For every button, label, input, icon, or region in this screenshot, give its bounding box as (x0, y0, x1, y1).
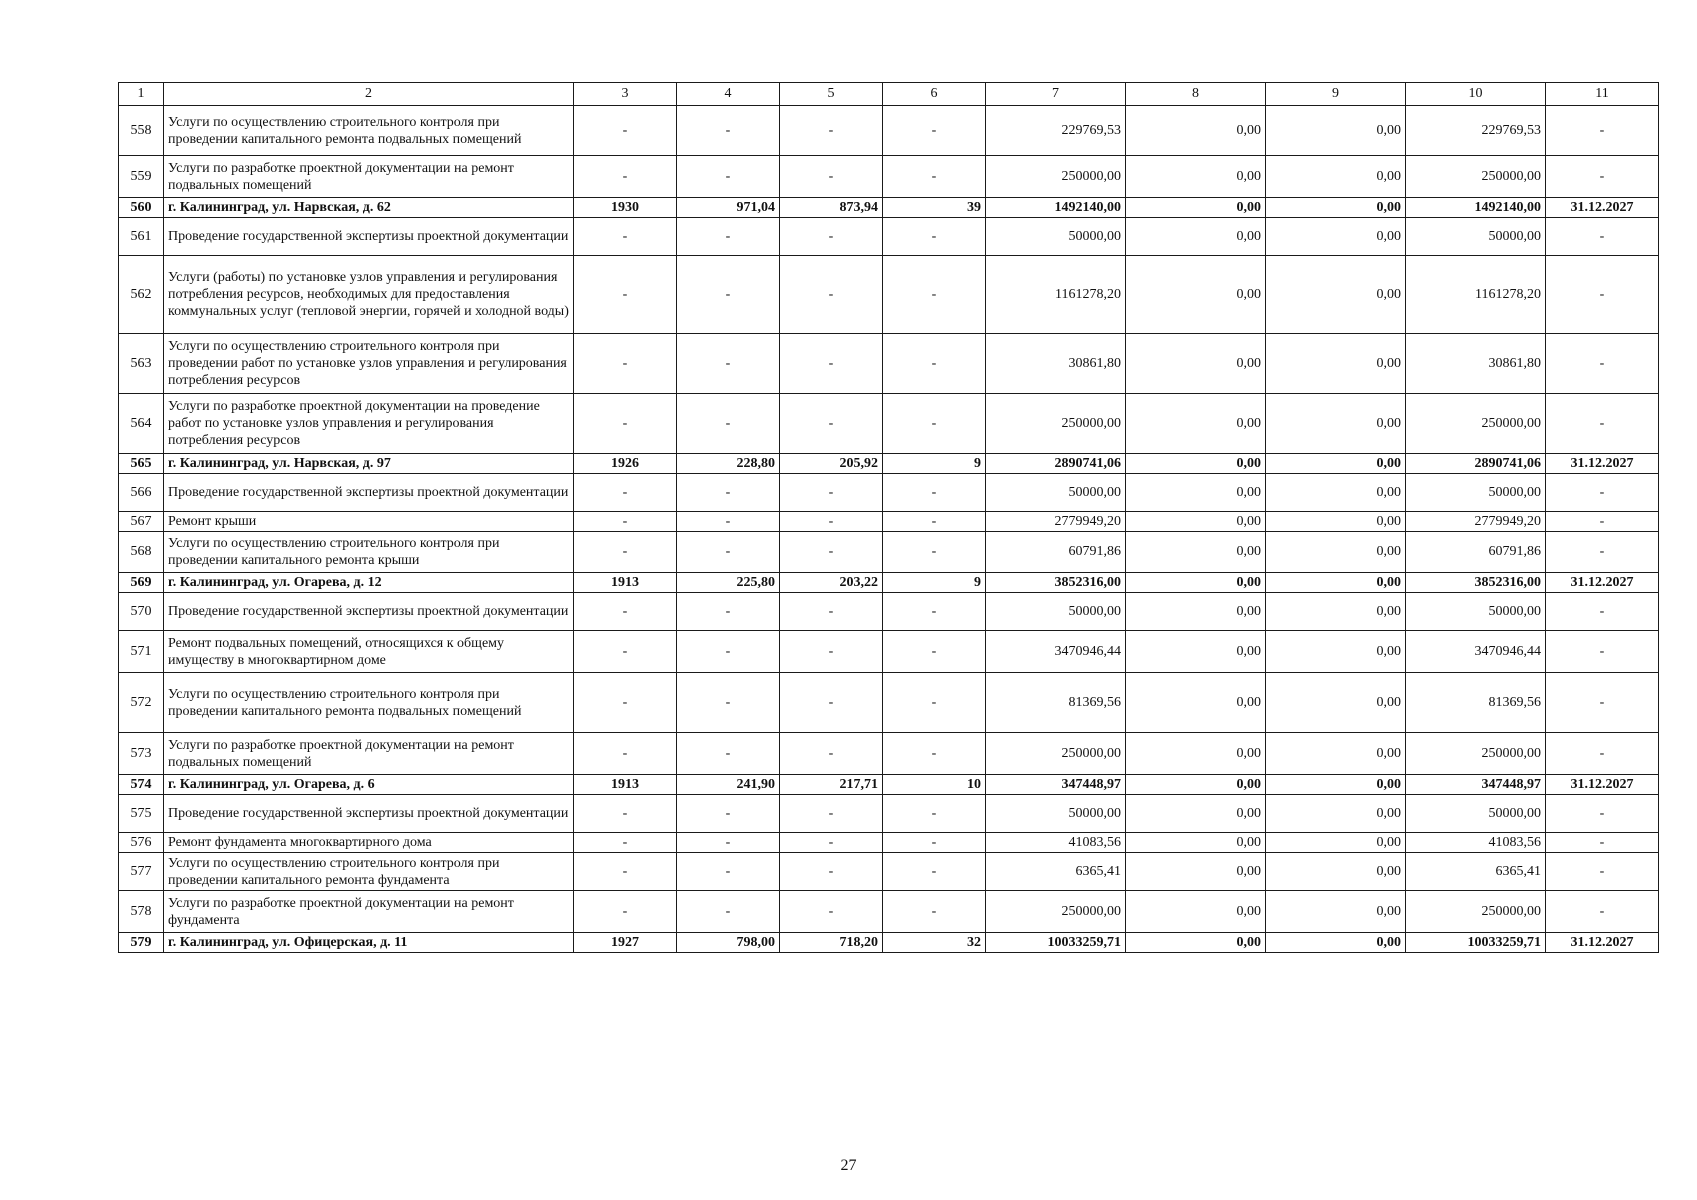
address-row (119, 198, 1659, 218)
row-number: 563 (119, 334, 164, 394)
col-5-cell: - (780, 512, 883, 532)
col-6-cell: - (883, 156, 986, 198)
row-number: 579 (119, 933, 164, 953)
col-9-cell: 0,00 (1266, 394, 1406, 454)
col-5-cell: - (780, 334, 883, 394)
col-10-cell: 347448,97 (1406, 775, 1546, 795)
col-4-cell: - (677, 631, 780, 673)
col-6-cell: - (883, 394, 986, 454)
col-11-cell: - (1546, 394, 1659, 454)
col-8-cell: 0,00 (1126, 673, 1266, 733)
column-header: 3 (574, 83, 677, 106)
col-7-cell: 3470946,44 (986, 631, 1126, 673)
col-10-cell: 250000,00 (1406, 733, 1546, 775)
col-6-cell: 39 (883, 198, 986, 218)
row-number: 564 (119, 394, 164, 454)
col-7-cell: 347448,97 (986, 775, 1126, 795)
col-4-cell: - (677, 733, 780, 775)
col-11-cell: - (1546, 156, 1659, 198)
col-4-cell: - (677, 394, 780, 454)
col-4-cell: - (677, 833, 780, 853)
col-8-cell: 0,00 (1126, 933, 1266, 953)
column-header: 8 (1126, 83, 1266, 106)
col-10-cell: 6365,41 (1406, 853, 1546, 891)
col-11-cell: - (1546, 532, 1659, 573)
col-6-cell: - (883, 532, 986, 573)
work-item-row (119, 853, 1659, 891)
col-8-cell: 0,00 (1126, 532, 1266, 573)
work-item-row (119, 593, 1659, 631)
column-number-header-row (119, 83, 1659, 106)
column-header: 5 (780, 83, 883, 106)
col-7-cell: 2779949,20 (986, 512, 1126, 532)
col-11-cell: - (1546, 512, 1659, 532)
col-6-cell: - (883, 631, 986, 673)
col-5-cell: - (780, 795, 883, 833)
col-11-cell: - (1546, 631, 1659, 673)
col-10-cell: 30861,80 (1406, 334, 1546, 394)
col-9-cell: 0,00 (1266, 198, 1406, 218)
col-10-cell: 60791,86 (1406, 532, 1546, 573)
col-3-cell: 1927 (574, 933, 677, 953)
work-description: Проведение государственной экспертизы проектной документации (164, 795, 574, 833)
col-10-cell: 50000,00 (1406, 593, 1546, 631)
col-9-cell: 0,00 (1266, 512, 1406, 532)
col-9-cell: 0,00 (1266, 532, 1406, 573)
work-item-row (119, 256, 1659, 334)
col-3-cell: - (574, 532, 677, 573)
col-10-cell: 2779949,20 (1406, 512, 1546, 532)
col-4-cell: - (677, 891, 780, 933)
col-11-cell: - (1546, 853, 1659, 891)
work-description: Услуги по осуществлению строительного контроля при проведении капитального ремонта крыши (164, 532, 574, 573)
work-item-row (119, 218, 1659, 256)
col-3-cell: - (574, 256, 677, 334)
column-header: 7 (986, 83, 1126, 106)
col-8-cell: 0,00 (1126, 106, 1266, 156)
col-4-cell: - (677, 512, 780, 532)
work-description: Услуги по разработке проектной документации на ремонт фундамента (164, 891, 574, 933)
col-5-cell: - (780, 631, 883, 673)
row-number: 577 (119, 853, 164, 891)
address-row (119, 775, 1659, 795)
col-3-cell: - (574, 673, 677, 733)
col-8-cell: 0,00 (1126, 454, 1266, 474)
col-11-cell: - (1546, 733, 1659, 775)
col-3-cell: 1913 (574, 775, 677, 795)
col-5-cell: - (780, 156, 883, 198)
column-header: 11 (1546, 83, 1659, 106)
col-4-cell: - (677, 795, 780, 833)
col-3-cell: 1926 (574, 454, 677, 474)
row-number: 568 (119, 532, 164, 573)
col-4-cell: - (677, 256, 780, 334)
col-10-cell: 250000,00 (1406, 394, 1546, 454)
work-description: Ремонт фундамента многоквартирного дома (164, 833, 574, 853)
col-4-cell: - (677, 853, 780, 891)
work-description: г. Калининград, ул. Нарвская, д. 62 (164, 198, 574, 218)
col-8-cell: 0,00 (1126, 775, 1266, 795)
col-6-cell: - (883, 733, 986, 775)
col-9-cell: 0,00 (1266, 833, 1406, 853)
work-description: Проведение государственной экспертизы проектной документации (164, 474, 574, 512)
work-description: Проведение государственной экспертизы проектной документации (164, 593, 574, 631)
col-10-cell: 3852316,00 (1406, 573, 1546, 593)
column-header: 9 (1266, 83, 1406, 106)
col-10-cell: 250000,00 (1406, 891, 1546, 933)
col-4-cell: - (677, 673, 780, 733)
document-sheet (118, 82, 1658, 953)
work-item-row (119, 673, 1659, 733)
work-item-row (119, 156, 1659, 198)
col-5-cell: - (780, 106, 883, 156)
col-5-cell: - (780, 853, 883, 891)
col-9-cell: 0,00 (1266, 933, 1406, 953)
col-7-cell: 1492140,00 (986, 198, 1126, 218)
col-9-cell: 0,00 (1266, 256, 1406, 334)
col-5-cell: - (780, 673, 883, 733)
col-3-cell: 1930 (574, 198, 677, 218)
col-8-cell: 0,00 (1126, 833, 1266, 853)
work-description: Ремонт крыши (164, 512, 574, 532)
col-3-cell: - (574, 218, 677, 256)
col-4-cell: 798,00 (677, 933, 780, 953)
col-3-cell: - (574, 394, 677, 454)
row-number: 565 (119, 454, 164, 474)
work-description: Услуги по осуществлению строительного контроля при проведении капитального ремонта фундамента (164, 853, 574, 891)
work-description: г. Калининград, ул. Офицерская, д. 11 (164, 933, 574, 953)
col-8-cell: 0,00 (1126, 733, 1266, 775)
work-description: Услуги по разработке проектной документации на ремонт подвальных помещений (164, 156, 574, 198)
col-9-cell: 0,00 (1266, 733, 1406, 775)
work-item-row (119, 532, 1659, 573)
col-11-cell: - (1546, 833, 1659, 853)
col-4-cell: - (677, 593, 780, 631)
work-description: Услуги по разработке проектной документации на ремонт подвальных помещений (164, 733, 574, 775)
col-5-cell: 203,22 (780, 573, 883, 593)
col-7-cell: 41083,56 (986, 833, 1126, 853)
col-5-cell: - (780, 891, 883, 933)
work-item-row (119, 394, 1659, 454)
row-number: 571 (119, 631, 164, 673)
col-4-cell: - (677, 474, 780, 512)
work-item-row (119, 474, 1659, 512)
work-description: Проведение государственной экспертизы проектной документации (164, 218, 574, 256)
work-description: Услуги по осуществлению строительного контроля при проведении работ по установке узлов управления и регулирования потребления ресурсов (164, 334, 574, 394)
work-item-row (119, 795, 1659, 833)
col-9-cell: 0,00 (1266, 218, 1406, 256)
col-4-cell: - (677, 532, 780, 573)
col-9-cell: 0,00 (1266, 593, 1406, 631)
col-7-cell: 50000,00 (986, 474, 1126, 512)
col-10-cell: 50000,00 (1406, 474, 1546, 512)
col-3-cell: - (574, 334, 677, 394)
col-5-cell: - (780, 593, 883, 631)
work-description: Услуги (работы) по установке узлов управления и регулирования потребления ресурсов, необходимых для предоставления коммунальных услуг (тепловой энергии, горячей и холодной воды) (164, 256, 574, 334)
col-3-cell: - (574, 106, 677, 156)
col-7-cell: 1161278,20 (986, 256, 1126, 334)
col-11-cell: 31.12.2027 (1546, 198, 1659, 218)
col-6-cell: - (883, 891, 986, 933)
column-header: 6 (883, 83, 986, 106)
col-4-cell: 225,80 (677, 573, 780, 593)
col-8-cell: 0,00 (1126, 573, 1266, 593)
col-9-cell: 0,00 (1266, 156, 1406, 198)
work-item-row (119, 106, 1659, 156)
column-header: 10 (1406, 83, 1546, 106)
col-7-cell: 2890741,06 (986, 454, 1126, 474)
row-number: 576 (119, 833, 164, 853)
work-item-row (119, 891, 1659, 933)
col-8-cell: 0,00 (1126, 593, 1266, 631)
col-11-cell: - (1546, 673, 1659, 733)
col-8-cell: 0,00 (1126, 198, 1266, 218)
col-10-cell: 1161278,20 (1406, 256, 1546, 334)
col-8-cell: 0,00 (1126, 256, 1266, 334)
col-5-cell: - (780, 833, 883, 853)
col-5-cell: 217,71 (780, 775, 883, 795)
col-5-cell: 205,92 (780, 454, 883, 474)
row-number: 567 (119, 512, 164, 532)
col-6-cell: - (883, 256, 986, 334)
col-3-cell: - (574, 853, 677, 891)
col-3-cell: - (574, 474, 677, 512)
col-7-cell: 3852316,00 (986, 573, 1126, 593)
col-10-cell: 50000,00 (1406, 795, 1546, 833)
col-6-cell: 9 (883, 573, 986, 593)
col-11-cell: - (1546, 106, 1659, 156)
col-7-cell: 50000,00 (986, 593, 1126, 631)
col-3-cell: - (574, 593, 677, 631)
col-9-cell: 0,00 (1266, 454, 1406, 474)
col-5-cell: - (780, 474, 883, 512)
col-10-cell: 2890741,06 (1406, 454, 1546, 474)
col-5-cell: - (780, 532, 883, 573)
col-7-cell: 6365,41 (986, 853, 1126, 891)
col-6-cell: - (883, 474, 986, 512)
col-10-cell: 229769,53 (1406, 106, 1546, 156)
row-number: 574 (119, 775, 164, 795)
col-3-cell: - (574, 891, 677, 933)
address-row (119, 454, 1659, 474)
col-8-cell: 0,00 (1126, 891, 1266, 933)
col-3-cell: 1913 (574, 573, 677, 593)
col-5-cell: - (780, 218, 883, 256)
col-9-cell: 0,00 (1266, 631, 1406, 673)
col-6-cell: - (883, 218, 986, 256)
work-item-row (119, 733, 1659, 775)
col-5-cell: - (780, 256, 883, 334)
row-number: 566 (119, 474, 164, 512)
column-header: 2 (164, 83, 574, 106)
address-row (119, 933, 1659, 953)
work-item-row (119, 833, 1659, 853)
col-8-cell: 0,00 (1126, 394, 1266, 454)
col-6-cell: 10 (883, 775, 986, 795)
col-10-cell: 1492140,00 (1406, 198, 1546, 218)
col-4-cell: 228,80 (677, 454, 780, 474)
col-4-cell: 971,04 (677, 198, 780, 218)
col-11-cell: - (1546, 218, 1659, 256)
col-4-cell: 241,90 (677, 775, 780, 795)
row-number: 572 (119, 673, 164, 733)
col-11-cell: - (1546, 593, 1659, 631)
work-description: Услуги по осуществлению строительного контроля при проведении капитального ремонта подвальных помещений (164, 106, 574, 156)
col-10-cell: 50000,00 (1406, 218, 1546, 256)
col-3-cell: - (574, 833, 677, 853)
col-5-cell: - (780, 394, 883, 454)
col-8-cell: 0,00 (1126, 631, 1266, 673)
col-6-cell: 32 (883, 933, 986, 953)
col-11-cell: - (1546, 256, 1659, 334)
col-10-cell: 10033259,71 (1406, 933, 1546, 953)
capital-repair-table (118, 82, 1659, 953)
col-9-cell: 0,00 (1266, 106, 1406, 156)
work-item-row (119, 334, 1659, 394)
work-description: Услуги по разработке проектной документации на проведение работ по установке узлов управления и регулирования потребления ресурсов (164, 394, 574, 454)
row-number: 578 (119, 891, 164, 933)
col-6-cell: - (883, 512, 986, 532)
col-7-cell: 10033259,71 (986, 933, 1126, 953)
col-3-cell: - (574, 795, 677, 833)
col-6-cell: 9 (883, 454, 986, 474)
col-11-cell: - (1546, 891, 1659, 933)
work-description: г. Калининград, ул. Огарева, д. 6 (164, 775, 574, 795)
col-9-cell: 0,00 (1266, 853, 1406, 891)
work-description: г. Калининград, ул. Нарвская, д. 97 (164, 454, 574, 474)
row-number: 561 (119, 218, 164, 256)
col-6-cell: - (883, 673, 986, 733)
col-7-cell: 50000,00 (986, 795, 1126, 833)
col-10-cell: 41083,56 (1406, 833, 1546, 853)
row-number: 569 (119, 573, 164, 593)
col-11-cell: 31.12.2027 (1546, 454, 1659, 474)
work-item-row (119, 512, 1659, 532)
col-3-cell: - (574, 733, 677, 775)
col-8-cell: 0,00 (1126, 512, 1266, 532)
column-header: 4 (677, 83, 780, 106)
col-6-cell: - (883, 593, 986, 631)
col-3-cell: - (574, 156, 677, 198)
row-number: 573 (119, 733, 164, 775)
col-9-cell: 0,00 (1266, 891, 1406, 933)
work-description: Ремонт подвальных помещений, относящихся к общему имуществу в многоквартирном доме (164, 631, 574, 673)
row-number: 559 (119, 156, 164, 198)
col-6-cell: - (883, 106, 986, 156)
col-6-cell: - (883, 833, 986, 853)
row-number: 560 (119, 198, 164, 218)
col-8-cell: 0,00 (1126, 795, 1266, 833)
col-5-cell: 873,94 (780, 198, 883, 218)
col-4-cell: - (677, 334, 780, 394)
col-10-cell: 81369,56 (1406, 673, 1546, 733)
col-5-cell: - (780, 733, 883, 775)
col-7-cell: 250000,00 (986, 394, 1126, 454)
page-number: 27 (840, 1157, 857, 1174)
col-6-cell: - (883, 853, 986, 891)
table-body (119, 106, 1659, 953)
col-6-cell: - (883, 795, 986, 833)
col-9-cell: 0,00 (1266, 795, 1406, 833)
col-8-cell: 0,00 (1126, 218, 1266, 256)
col-9-cell: 0,00 (1266, 474, 1406, 512)
col-7-cell: 250000,00 (986, 891, 1126, 933)
col-11-cell: 31.12.2027 (1546, 933, 1659, 953)
work-description: Услуги по осуществлению строительного контроля при проведении капитального ремонта подвальных помещений (164, 673, 574, 733)
col-7-cell: 50000,00 (986, 218, 1126, 256)
col-4-cell: - (677, 106, 780, 156)
col-9-cell: 0,00 (1266, 334, 1406, 394)
address-row (119, 573, 1659, 593)
col-8-cell: 0,00 (1126, 474, 1266, 512)
col-11-cell: 31.12.2027 (1546, 775, 1659, 795)
col-3-cell: - (574, 631, 677, 673)
col-11-cell: 31.12.2027 (1546, 573, 1659, 593)
col-11-cell: - (1546, 474, 1659, 512)
col-7-cell: 250000,00 (986, 733, 1126, 775)
col-7-cell: 229769,53 (986, 106, 1126, 156)
col-4-cell: - (677, 156, 780, 198)
work-item-row (119, 631, 1659, 673)
col-9-cell: 0,00 (1266, 775, 1406, 795)
row-number: 570 (119, 593, 164, 631)
col-9-cell: 0,00 (1266, 673, 1406, 733)
col-10-cell: 250000,00 (1406, 156, 1546, 198)
col-7-cell: 30861,80 (986, 334, 1126, 394)
row-number: 558 (119, 106, 164, 156)
row-number: 575 (119, 795, 164, 833)
col-8-cell: 0,00 (1126, 156, 1266, 198)
col-6-cell: - (883, 334, 986, 394)
col-7-cell: 81369,56 (986, 673, 1126, 733)
col-8-cell: 0,00 (1126, 334, 1266, 394)
col-8-cell: 0,00 (1126, 853, 1266, 891)
col-4-cell: - (677, 218, 780, 256)
row-number: 562 (119, 256, 164, 334)
col-11-cell: - (1546, 334, 1659, 394)
col-5-cell: 718,20 (780, 933, 883, 953)
work-description: г. Калининград, ул. Огарева, д. 12 (164, 573, 574, 593)
col-11-cell: - (1546, 795, 1659, 833)
col-7-cell: 60791,86 (986, 532, 1126, 573)
col-10-cell: 3470946,44 (1406, 631, 1546, 673)
col-3-cell: - (574, 512, 677, 532)
column-header: 1 (119, 83, 164, 106)
col-9-cell: 0,00 (1266, 573, 1406, 593)
col-7-cell: 250000,00 (986, 156, 1126, 198)
